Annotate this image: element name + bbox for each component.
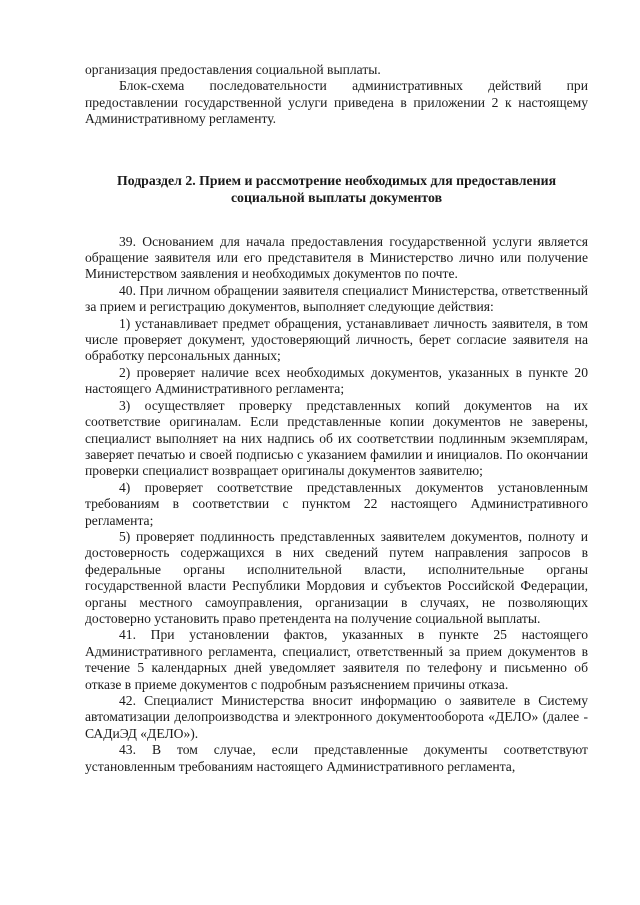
- intro-line: организация предоставления социальной выплаты.: [85, 62, 381, 77]
- paragraph-40-item-4: 4) проверяет соответствие представленных документов установленным требованиям в соответствии с пунктом 22 настоящего Административного регламента;: [85, 479, 588, 528]
- subsection-heading: Подраздел 2. Прием и рассмотрение необходимых для предоставления социальной выплаты документов: [116, 172, 557, 205]
- paragraph-40-item-1: 1) устанавливает предмет обращения, устанавливает личность заявителя, в том числе проверяет документ, удостоверяющий личность, берет согласие заявителя на обработку персональных данных;: [85, 315, 588, 364]
- paragraph-40-item-3: 3) осуществляет проверку представленных копий документов на их соответствие оригиналам. Если представленные копии документов не заверены, специалист выполняет на них надпись об их соответствии подлинным экземплярам, заверяет печатью и своей подписью с указанием фамилии и инициалов. По окончании проверки специалист возвращает оригиналы документов заявителю;: [85, 397, 588, 479]
- paragraph-43: 43. В том случае, если представленные документы соответствуют установленным требованиям настоящего Административного регламента,: [85, 742, 588, 774]
- paragraph-40: 40. При личном обращении заявителя специалист Министерства, ответственный за прием и регистрацию документов, выполняет следующие действия:: [85, 282, 588, 315]
- paragraph-40-item-5: 5) проверяет подлинность представленных заявителем документов, полноту и достоверность содержащихся в них сведений путем направления запросов в федеральные органы исполнительной власти, исполнительные органы государственной власти Республики Мордовия и субъектов Российской Федерации, органы местного самоуправления, организации в случаях, не позволяющих достоверно установить право претендента на получение социальной выплаты.: [85, 528, 588, 626]
- paragraph-40-item-2: 2) проверяет наличие всех необходимых документов, указанных в пункте 20 настоящего Административного регламента;: [85, 364, 588, 397]
- paragraph-39: 39. Основанием для начала предоставления государственной услуги является обращение заявителя или его представителя в Министерство лично или получение Министерством заявления и необходимых документов по почте.: [85, 233, 588, 282]
- intro-paragraph: Блок-схема последовательности административных действий при предоставлении государственной услуги приведена в приложении 2 к настоящему Административному регламенту.: [85, 78, 588, 127]
- paragraph-42: 42. Специалист Министерства вносит информацию о заявителе в Систему автоматизации делопроизводства и электронного документооборота «ДЕЛО» (далее - САДиЭД «ДЕЛО»).: [85, 693, 588, 741]
- paragraph-41: 41. При установлении фактов, указанных в пункте 25 настоящего Административного регламента, специалист, ответственный за прием документов в течение 5 календарных дней уведомляет заявителя по телефону и письменно об отказе в приеме документов с подробным разъяснением причины отказа.: [85, 627, 588, 692]
